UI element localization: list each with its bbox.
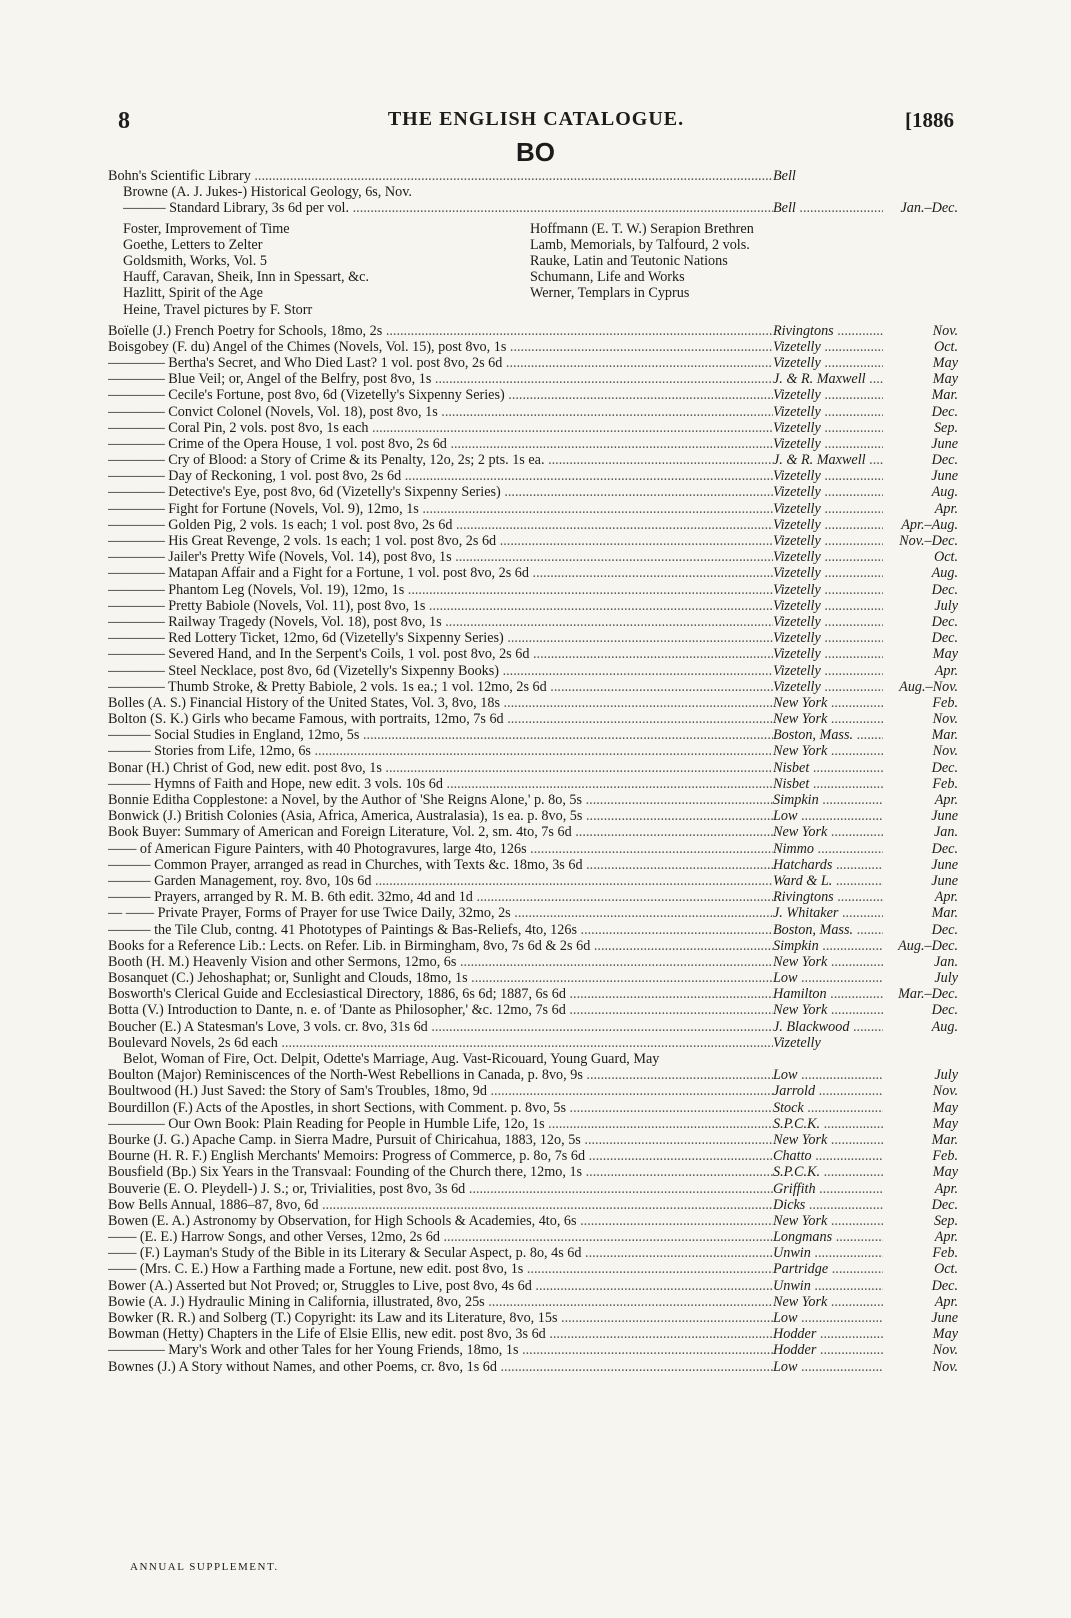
entry-publisher: Partridge ..... xyxy=(773,1261,883,1277)
entry-title: ———— Cry of Blood: a Story of Crime & its Penalty, 12o, 2s; 2 pts. 1s ea. ..... xyxy=(108,452,773,468)
entry-date: Apr. xyxy=(934,662,958,679)
bohn-library-list xyxy=(108,221,958,319)
entry-date: May xyxy=(932,1099,958,1116)
catalogue-entry xyxy=(108,970,958,986)
catalogue-entry xyxy=(108,1116,958,1132)
entry-publisher: New York ..... xyxy=(773,824,883,840)
bohn-list-item: Lamb, Memorials, by Talfourd, 2 vols. xyxy=(530,236,750,253)
entry-title: Bourdillon (F.) Acts of the Apostles, in short Sections, with Comment. p. 8vo, 5s ..... xyxy=(108,1100,773,1116)
catalogue-entry xyxy=(108,646,958,662)
entry-date: June xyxy=(931,808,958,825)
entry-date: Mar. xyxy=(931,1131,958,1148)
catalogue-entry xyxy=(108,200,958,216)
catalogue-entry xyxy=(108,1229,958,1245)
entry-publisher: Vizetelly ..... xyxy=(773,501,883,517)
entry-title: ——— Garden Management, roy. 8vo, 10s 6d ..... xyxy=(108,873,773,889)
entry-publisher: Vizetelly ..... xyxy=(773,565,883,581)
entry-publisher: Nisbet ..... xyxy=(773,760,883,776)
entry-publisher: Vizetelly ..... xyxy=(773,533,883,549)
catalogue-entry xyxy=(108,711,958,727)
catalogue-entry xyxy=(108,743,958,759)
entry-publisher: Dicks ..... xyxy=(773,1197,883,1213)
entry-title: ——— Standard Library, 3s 6d per vol. ..... xyxy=(123,200,773,216)
catalogue-entry xyxy=(108,420,958,436)
entry-publisher: J. & R. Maxwell ..... xyxy=(773,452,883,468)
entry-publisher: Vizetelly ..... xyxy=(773,517,883,533)
entry-publisher: Nisbet ..... xyxy=(773,776,883,792)
entry-date: Apr. xyxy=(934,889,958,906)
entry-date: Mar. xyxy=(931,727,958,744)
entry-date: June xyxy=(931,1310,958,1326)
entry-publisher: New York ..... xyxy=(773,1213,883,1229)
entry-publisher: Bell xyxy=(773,168,796,184)
entry-date: July xyxy=(934,970,958,987)
catalogue-entry xyxy=(108,857,958,873)
entry-date: Dec. xyxy=(931,1196,958,1213)
catalogue-entry xyxy=(108,873,958,889)
entry-date: Apr. xyxy=(934,1293,958,1310)
entry-publisher: Vizetelly ..... xyxy=(773,420,883,436)
entry-title: ——— the Tile Club, contng. 41 Phototypes of Paintings & Bas-Reliefs, 4to, 126s ..... xyxy=(108,922,773,938)
entry-title: ———— Fight for Fortune (Novels, Vol. 9), 12mo, 1s ..... xyxy=(108,501,773,517)
entry-title: Bower (A.) Asserted but Not Proved; or, Struggles to Live, post 8vo, 4s 6d ..... xyxy=(108,1278,773,1294)
entry-publisher: Vizetelly ..... xyxy=(773,679,883,695)
entry-publisher: S.P.C.K. ..... xyxy=(773,1164,883,1180)
catalogue-entry xyxy=(108,614,958,630)
catalogue-entry xyxy=(108,792,958,808)
entry-publisher: S.P.C.K. ..... xyxy=(773,1116,883,1132)
catalogue-entry xyxy=(108,355,958,371)
entry-title: Boulevard Novels, 2s 6d each ..... xyxy=(108,1035,773,1051)
entry-date: Mar. xyxy=(931,905,958,922)
catalogue-entry xyxy=(108,776,958,792)
catalogue-entry xyxy=(108,663,958,679)
catalogue-entry xyxy=(108,1359,958,1375)
entry-date: Aug.–Dec. xyxy=(898,937,958,954)
entry-publisher: Stock ..... xyxy=(773,1100,883,1116)
entry-date: May xyxy=(932,1164,958,1181)
catalogue-entry xyxy=(108,404,958,420)
entry-date: Nov. xyxy=(932,1358,958,1375)
catalogue-entry xyxy=(108,184,958,200)
entry-date: Apr. xyxy=(934,792,958,808)
entry-date: Feb. xyxy=(932,694,958,711)
entry-publisher: Boston, Mass. ..... xyxy=(773,922,883,938)
entry-title: ———— Phantom Leg (Novels, Vol. 19), 12mo, 1s ..... xyxy=(108,582,773,598)
entry-publisher: Hodder ..... xyxy=(773,1342,883,1358)
entry-publisher: Low ..... xyxy=(773,1310,883,1326)
entry-publisher: Longmans ..... xyxy=(773,1229,883,1245)
entry-date: Feb. xyxy=(932,1245,958,1262)
catalogue-entry xyxy=(108,695,958,711)
entry-date: Dec. xyxy=(931,452,958,469)
catalogue-entry xyxy=(108,922,958,938)
catalogue-entry xyxy=(108,484,958,500)
catalogue-entry xyxy=(108,630,958,646)
entry-publisher: Nimmo ..... xyxy=(773,841,883,857)
entry-publisher: Ward & L. ..... xyxy=(773,873,883,889)
catalogue-entry xyxy=(108,1326,958,1342)
entry-date: Dec. xyxy=(931,1002,958,1019)
entry-date: Nov. xyxy=(932,1342,958,1359)
entry-title: Bonar (H.) Christ of God, new edit. post 8vo, 1s ..... xyxy=(108,760,773,776)
entry-publisher: Griffith ..... xyxy=(773,1181,883,1197)
catalogue-entry xyxy=(108,841,958,857)
entry-title: ——— Hymns of Faith and Hope, new edit. 3 vols. 10s 6d ..... xyxy=(108,776,773,792)
page-header xyxy=(118,108,954,138)
entry-title: ———— Bertha's Secret, and Who Died Last? 1 vol. post 8vo, 2s 6d ..... xyxy=(108,355,773,371)
bohn-list-right xyxy=(530,221,754,302)
entry-publisher: Vizetelly ..... xyxy=(773,598,883,614)
bohn-list-item: Hauff, Caravan, Sheik, Inn in Spessart, &c. xyxy=(123,269,369,286)
entry-title: Bosworth's Clerical Guide and Ecclesiastical Directory, 1886, 6s 6d; 1887, 6s 6d ..... xyxy=(108,986,773,1002)
bohn-list-item: Goethe, Letters to Zelter xyxy=(123,236,263,253)
page-number: 8 xyxy=(118,108,130,134)
catalogue-entry xyxy=(108,1294,958,1310)
entry-title: Bow Bells Annual, 1886–87, 8vo, 6d ..... xyxy=(108,1197,773,1213)
entry-date: Nov.–Dec. xyxy=(899,533,958,549)
entry-date: Nov. xyxy=(932,711,958,728)
entry-date: Dec. xyxy=(931,759,958,776)
entry-publisher: New York ..... xyxy=(773,1132,883,1148)
entry-date: Dec. xyxy=(931,1277,958,1294)
catalogue-entry xyxy=(108,727,958,743)
entry-title: — —— Private Prayer, Forms of Prayer for use Twice Daily, 32mo, 2s ..... xyxy=(108,905,773,921)
entry-title: Bowie (A. J.) Hydraulic Mining in California, illustrated, 8vo, 25s ..... xyxy=(108,1294,773,1310)
entry-publisher: New York ..... xyxy=(773,1294,883,1310)
entry-publisher: New York ..... xyxy=(773,954,883,970)
catalogue-entry xyxy=(108,436,958,452)
catalogue-entry xyxy=(108,565,958,581)
catalogue-entry xyxy=(108,1261,958,1277)
catalogue-entry xyxy=(108,501,958,517)
entry-publisher: J. Blackwood ..... xyxy=(773,1019,883,1035)
catalogue-entry xyxy=(108,1278,958,1294)
entry-title: ———— Golden Pig, 2 vols. 1s each; 1 vol. post 8vo, 2s 6d ..... xyxy=(108,517,773,533)
catalogue-entry xyxy=(108,1148,958,1164)
entry-title: Bosanquet (C.) Jehoshaphat; or, Sunlight and Clouds, 18mo, 1s ..... xyxy=(108,970,773,986)
entry-title: Book Buyer: Summary of American and Foreign Literature, Vol. 2, sm. 4to, 7s 6d ..... xyxy=(108,824,773,840)
bohn-list-item: Werner, Templars in Cyprus xyxy=(530,285,690,302)
entry-publisher: Vizetelly ..... xyxy=(773,630,883,646)
entry-publisher: Vizetelly ..... xyxy=(773,339,883,355)
page-title: THE ENGLISH CATALOGUE. xyxy=(387,108,685,130)
entry-publisher: Vizetelly ..... xyxy=(773,663,883,679)
bohn-list-item: Rauke, Latin and Teutonic Nations xyxy=(530,252,728,269)
entry-publisher: New York ..... xyxy=(773,695,883,711)
entry-title: —— (E. E.) Harrow Songs, and other Verses, 12mo, 2s 6d ..... xyxy=(108,1229,773,1245)
entry-date: May xyxy=(932,371,958,388)
catalogue-entry xyxy=(108,808,958,824)
entry-publisher: Unwin ..... xyxy=(773,1245,883,1261)
catalogue-entry xyxy=(108,339,958,355)
entry-title: ———— Jailer's Pretty Wife (Novels, Vol. 14), post 8vo, 1s ..... xyxy=(108,549,773,565)
entry-date: June xyxy=(931,856,958,873)
entry-date: Mar.–Dec. xyxy=(898,986,958,1003)
entry-date: Dec. xyxy=(931,581,958,598)
entry-title: ———— Detective's Eye, post 8vo, 6d (Vizetelly's Sixpenny Series) ..... xyxy=(108,484,773,500)
entry-publisher: Low ..... xyxy=(773,1067,883,1083)
entry-publisher: New York ..... xyxy=(773,711,883,727)
entry-date: Apr. xyxy=(934,1229,958,1246)
entry-date: Sep. xyxy=(933,419,958,436)
entry-title: ——— Common Prayer, arranged as read in Churches, with Texts &c. 18mo, 3s 6d ..... xyxy=(108,857,773,873)
entry-title: Bonwick (J.) British Colonies (Asia, Africa, America, Australasia), 1s ea. p. 8vo, 5s ..... xyxy=(108,808,773,824)
entry-date: Oct. xyxy=(933,338,958,355)
entry-date: Feb. xyxy=(932,775,958,792)
entry-title: —— (Mrs. C. E.) How a Farthing made a Fortune, new edit. post 8vo, 1s ..... xyxy=(108,1261,773,1277)
catalogue-entry xyxy=(108,1019,958,1035)
entry-publisher: Vizetelly ..... xyxy=(773,404,883,420)
entry-title: ———— Convict Colonel (Novels, Vol. 18), post 8vo, 1s ..... xyxy=(108,404,773,420)
entry-title: Bowker (R. R.) and Solberg (T.) Copyright: its Law and its Literature, 8vo, 15s ..... xyxy=(108,1310,773,1326)
entry-publisher: Simpkin ..... xyxy=(773,938,883,954)
catalogue-entry xyxy=(108,1067,958,1083)
catalogue-entry xyxy=(108,954,958,970)
entry-date: May xyxy=(932,1115,958,1132)
entry-publisher: Vizetelly ..... xyxy=(773,484,883,500)
bohn-list-item: Goldsmith, Works, Vol. 5 xyxy=(123,252,267,269)
entry-title: Boïelle (J.) French Poetry for Schools, 18mo, 2s ..... xyxy=(108,323,773,339)
catalogue-entry xyxy=(108,824,958,840)
entry-title: ———— His Great Revenge, 2 vols. 1s each; 1 vol. post 8vo, 2s 6d ..... xyxy=(108,533,773,549)
entry-title: ———— Thumb Stroke, & Pretty Babiole, 2 vols. 1s ea.; 1 vol. 12mo, 2s 6d ..... xyxy=(108,679,773,695)
entry-title: ———— Blue Veil; or, Angel of the Belfry, post 8vo, 1s ..... xyxy=(108,371,773,387)
entry-title: —— of American Figure Painters, with 40 Photogravures, large 4to, 126s ..... xyxy=(108,841,773,857)
catalogue-entry xyxy=(108,905,958,921)
entry-publisher: New York ..... xyxy=(773,1002,883,1018)
entry-title: —— (F.) Layman's Study of the Bible in its Literary & Secular Aspect, p. 8o, 4s 6d ..... xyxy=(108,1245,773,1261)
catalogue-entry xyxy=(108,517,958,533)
entry-date: May xyxy=(932,1326,958,1343)
entry-date: Aug. xyxy=(931,1018,958,1035)
catalogue-entry xyxy=(108,168,958,184)
entry-date: July xyxy=(934,597,958,614)
entry-publisher: Low ..... xyxy=(773,1359,883,1375)
entry-date: Dec. xyxy=(931,613,958,630)
entry-title: Boisgobey (F. du) Angel of the Chimes (Novels, Vol. 15), post 8vo, 1s ..... xyxy=(108,339,773,355)
bohn-list-item: Hoffmann (E. T. W.) Serapion Brethren xyxy=(530,220,754,237)
catalogue-entry xyxy=(108,938,958,954)
entry-date: Jan. xyxy=(933,824,958,841)
entry-date: July xyxy=(934,1067,958,1084)
catalogue-entry xyxy=(108,598,958,614)
entry-title: Browne (A. J. Jukes-) Historical Geology, 6s, Nov. xyxy=(123,184,412,201)
entry-title: Bouverie (E. O. Pleydell-) J. S.; or, Trivialities, post 8vo, 3s 6d ..... xyxy=(108,1181,773,1197)
entry-title: ———— Cecile's Fortune, post 8vo, 6d (Vizetelly's Sixpenny Series) ..... xyxy=(108,387,773,403)
entry-publisher: Hodder ..... xyxy=(773,1326,883,1342)
entry-publisher: J. Whitaker ..... xyxy=(773,905,883,921)
catalogue-entry xyxy=(108,1132,958,1148)
entry-publisher: Rivingtons ..... xyxy=(773,323,883,339)
entry-date: Jan. xyxy=(933,953,958,970)
entry-date: May xyxy=(932,354,958,371)
entry-date: Feb. xyxy=(932,1148,958,1165)
entry-publisher: Low ..... xyxy=(773,808,883,824)
entry-publisher: Boston, Mass. ..... xyxy=(773,727,883,743)
catalogue-entry xyxy=(108,323,958,339)
entry-publisher: Vizetelly ..... xyxy=(773,582,883,598)
entry-publisher: Rivingtons ..... xyxy=(773,889,883,905)
entry-title: ———— Coral Pin, 2 vols. post 8vo, 1s each ..... xyxy=(108,420,773,436)
catalogue-entry xyxy=(108,1197,958,1213)
entry-date: Nov. xyxy=(932,1083,958,1100)
entry-publisher: Hamilton ..... xyxy=(773,986,883,1002)
entry-title: Botta (V.) Introduction to Dante, n. e. of 'Dante as Philosopher,' &c. 12mo, 7s 6d ..... xyxy=(108,1002,773,1018)
entry-title: Bonnie Editha Copplestone: a Novel, by the Author of 'She Reigns Alone,' p. 8o, 5s ..... xyxy=(108,792,773,808)
entry-title: ——— Prayers, arranged by R. M. B. 6th edit. 32mo, 4d and 1d ..... xyxy=(108,889,773,905)
entry-publisher: Hatchards ..... xyxy=(773,857,883,873)
catalogue-entry xyxy=(108,889,958,905)
entry-date: May xyxy=(932,646,958,663)
entry-title: ———— Day of Reckoning, 1 vol. post 8vo, 2s 6d ..... xyxy=(108,468,773,484)
entry-publisher: Vizetelly ..... xyxy=(773,646,883,662)
entry-publisher: Vizetelly ..... xyxy=(773,436,883,452)
bohn-list-item: Hazlitt, Spirit of the Age xyxy=(123,285,263,302)
entry-date: Aug. xyxy=(931,484,958,501)
section-heading: BO xyxy=(516,137,555,167)
catalogue-entry xyxy=(108,1181,958,1197)
entry-date: Dec. xyxy=(931,840,958,857)
entry-title: Boucher (E.) A Statesman's Love, 3 vols. cr. 8vo, 31s 6d ..... xyxy=(108,1019,773,1035)
entry-title: Bousfield (Bp.) Six Years in the Transvaal: Founding of the Church there, 12mo, 1s ..... xyxy=(108,1164,773,1180)
entry-title: Boulton (Major) Reminiscences of the North-West Rebellions in Canada, p. 8vo, 9s ..... xyxy=(108,1067,773,1083)
entry-date: Dec. xyxy=(931,630,958,647)
catalogue-entry xyxy=(108,1035,958,1051)
entry-date: Sep. xyxy=(933,1212,958,1229)
entry-title: ——— Social Studies in England, 12mo, 5s ..... xyxy=(108,727,773,743)
entry-publisher: Bell ..... xyxy=(773,200,883,216)
entry-title: Booth (H. M.) Heavenly Vision and other Sermons, 12mo, 6s ..... xyxy=(108,954,773,970)
entry-title: ——— Stories from Life, 12mo, 6s ..... xyxy=(108,743,773,759)
entry-title: Bourke (J. G.) Apache Camp. in Sierra Madre, Pursuit of Chiricahua, 1883, 12o, 5s ..... xyxy=(108,1132,773,1148)
entry-title: ———— Red Lottery Ticket, 12mo, 6d (Vizetelly's Sixpenny Series) ..... xyxy=(108,630,773,646)
entry-publisher: Jarrold ..... xyxy=(773,1083,883,1099)
entry-title: ———— Railway Tragedy (Novels, Vol. 18), post 8vo, 1s ..... xyxy=(108,614,773,630)
catalogue-entry xyxy=(108,1002,958,1018)
catalogue-entry xyxy=(108,387,958,403)
entry-date: Jan.–Dec. xyxy=(900,200,958,217)
entry-title: Bowen (E. A.) Astronomy by Observation, for High Schools & Academies, 4to, 6s ..... xyxy=(108,1213,773,1229)
entry-date: June xyxy=(931,872,958,889)
entry-publisher: J. & R. Maxwell ..... xyxy=(773,371,883,387)
entry-title: ———— Steel Necklace, post 8vo, 6d (Vizetelly's Sixpenny Books) ..... xyxy=(108,663,773,679)
entry-date: Nov. xyxy=(932,743,958,760)
entry-title: ———— Matapan Affair and a Fight for a Fortune, 1 vol. post 8vo, 2s 6d ..... xyxy=(108,565,773,581)
catalogue-entry xyxy=(108,371,958,387)
entry-publisher: New York ..... xyxy=(773,743,883,759)
entry-date: Mar. xyxy=(931,387,958,404)
catalogue-entry xyxy=(108,549,958,565)
entry-publisher: Vizetelly ..... xyxy=(773,614,883,630)
entry-list xyxy=(108,168,958,1375)
entry-publisher: Simpkin ..... xyxy=(773,792,883,808)
entry-publisher: Vizetelly ..... xyxy=(773,355,883,371)
entry-date: Oct. xyxy=(933,1261,958,1278)
catalogue-entry xyxy=(108,1164,958,1180)
entry-title: Boultwood (H.) Just Saved: the Story of Sam's Troubles, 18mo, 9d ..... xyxy=(108,1083,773,1099)
catalogue-entry xyxy=(108,1342,958,1358)
entry-date: Aug.–Nov. xyxy=(899,678,958,695)
entry-date: June xyxy=(931,435,958,452)
entry-title: ———— Pretty Babiole (Novels, Vol. 11), post 8vo, 1s ..... xyxy=(108,598,773,614)
catalogue-entry xyxy=(108,760,958,776)
entry-date: Apr. xyxy=(934,500,958,517)
footer-note: ANNUAL SUPPLEMENT. xyxy=(130,1561,279,1573)
catalogue-entry xyxy=(108,1310,958,1326)
entry-publisher: Vizetelly ..... xyxy=(773,549,883,565)
entry-date: Nov. xyxy=(932,322,958,339)
entry-title: ———— Crime of the Opera House, 1 vol. post 8vo, 2s 6d ..... xyxy=(108,436,773,452)
bohn-list-item: Schumann, Life and Works xyxy=(530,269,685,286)
bohn-list-item: Heine, Travel pictures by F. Storr xyxy=(123,301,313,318)
entry-date: Dec. xyxy=(931,403,958,420)
page-year: [1886 xyxy=(905,108,954,132)
entry-title: ———— Mary's Work and other Tales for her Young Friends, 18mo, 1s ..... xyxy=(108,1342,773,1358)
entry-title: ———— Severed Hand, and In the Serpent's Coils, 1 vol. post 8vo, 2s 6d ..... xyxy=(108,646,773,662)
boulevard-novels-note: Belot, Woman of Fire, Oct. Delpit, Odette's Marriage, Aug. Vast-Ricouard, Young Guard, May xyxy=(123,1051,660,1067)
catalogue-entry xyxy=(108,1213,958,1229)
catalogue-entry xyxy=(108,468,958,484)
catalogue-entry xyxy=(108,679,958,695)
entry-publisher: Chatto ..... xyxy=(773,1148,883,1164)
entry-publisher: Vizetelly ..... xyxy=(773,468,883,484)
catalogue-entry xyxy=(108,452,958,468)
entry-date: Oct. xyxy=(933,549,958,566)
entry-publisher: Low ..... xyxy=(773,970,883,986)
entry-title: Bolton (S. K.) Girls who became Famous, with portraits, 12mo, 7s 6d ..... xyxy=(108,711,773,727)
bohn-list-item: Foster, Improvement of Time xyxy=(123,220,290,237)
catalogue-entry xyxy=(108,1245,958,1261)
entry-title: Books for a Reference Lib.: Lects. on Refer. Lib. in Birmingham, 8vo, 7s 6d & 2s 6d ..... xyxy=(108,938,773,954)
entry-date: Dec. xyxy=(931,921,958,938)
catalogue-entry xyxy=(108,1083,958,1099)
entry-title: Bourne (H. R. F.) English Merchants' Memoirs: Progress of Commerce, p. 8o, 7s 6d ..... xyxy=(108,1148,773,1164)
entry-publisher: Vizetelly xyxy=(773,1034,821,1051)
entry-title: Bolles (A. S.) Financial History of the United States, Vol. 3, 8vo, 18s ..... xyxy=(108,695,773,711)
entry-publisher: Unwin ..... xyxy=(773,1278,883,1294)
catalogue-entry xyxy=(108,1100,958,1116)
entry-title: Bohn's Scientific Library ..... xyxy=(108,168,773,184)
entry-date: Apr.–Aug. xyxy=(901,516,958,533)
entry-title: Bowman (Hetty) Chapters in the Life of Elsie Ellis, new edit. post 8vo, 3s 6d ..... xyxy=(108,1326,773,1342)
catalogue-entry xyxy=(108,533,958,549)
bohn-list-left xyxy=(123,221,369,318)
entry-date: Apr. xyxy=(934,1180,958,1197)
entry-title: ———— Our Own Book: Plain Reading for People in Humble Life, 12o, 1s ..... xyxy=(108,1116,773,1132)
catalogue-entry xyxy=(108,986,958,1002)
entry-date: Aug. xyxy=(931,565,958,582)
entry-title: Bownes (J.) A Story without Names, and other Poems, cr. 8vo, 1s 6d ..... xyxy=(108,1359,773,1375)
entry-date: June xyxy=(931,468,958,485)
entry-publisher: Vizetelly ..... xyxy=(773,387,883,403)
catalogue-entry xyxy=(108,582,958,598)
